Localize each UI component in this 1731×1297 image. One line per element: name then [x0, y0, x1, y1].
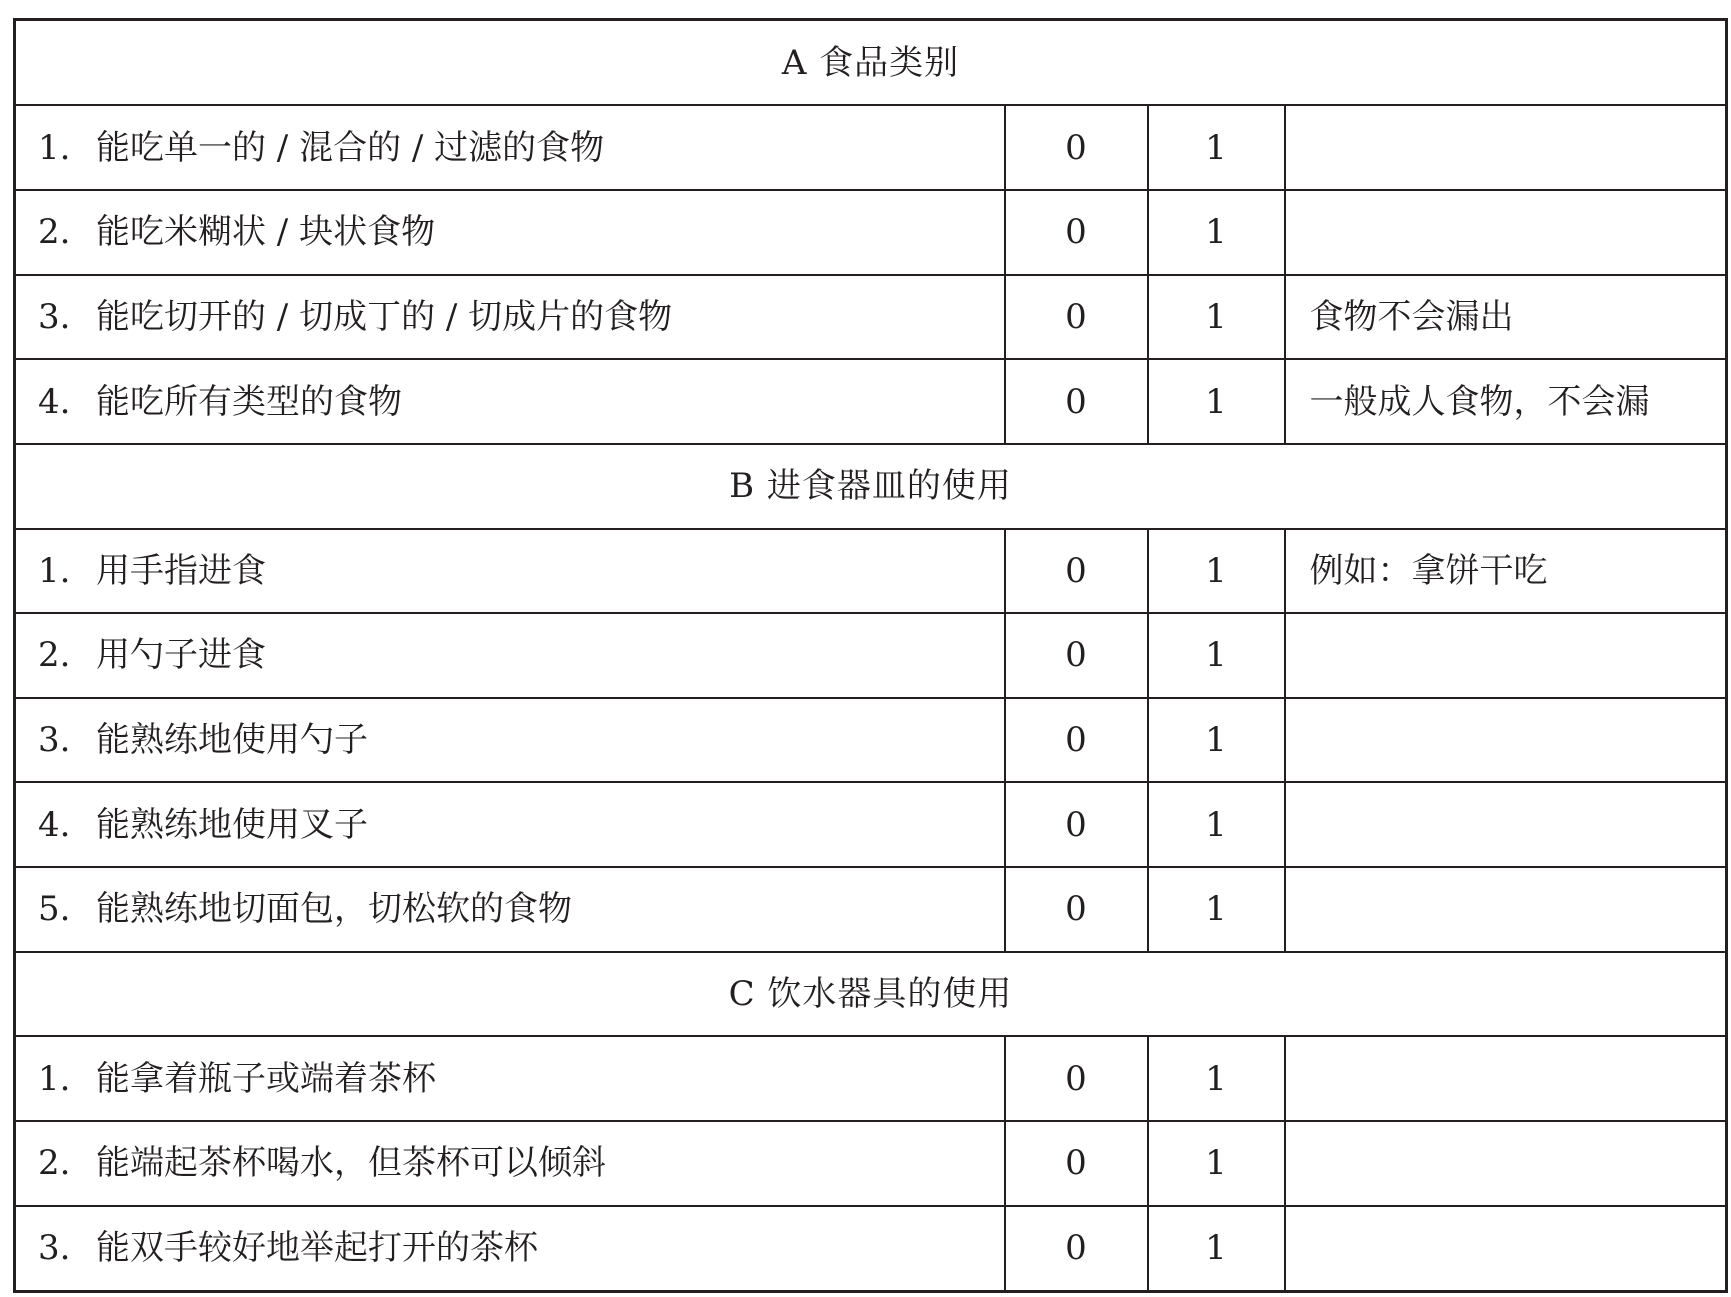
item-description	[15, 105, 1005, 190]
table-row	[15, 1036, 1727, 1121]
section-header-row	[15, 20, 1727, 106]
score-zero: 0	[1005, 698, 1148, 783]
item-text: 能熟练地切面包，切松软的食物	[96, 889, 572, 930]
item-description	[15, 1121, 1005, 1206]
item-text: 能双手较好地举起打开的茶杯	[96, 1228, 538, 1269]
section-heading: A 食品类别	[15, 20, 1727, 106]
item-description	[15, 613, 1005, 698]
table-row	[15, 275, 1727, 360]
item-description	[15, 529, 1005, 614]
item-description	[15, 867, 1005, 952]
item-text: 能吃所有类型的食物	[96, 381, 402, 422]
score-one: 1	[1148, 698, 1285, 783]
item-note	[1285, 867, 1727, 952]
item-number: 4.	[38, 804, 71, 845]
score-one: 1	[1148, 782, 1285, 867]
item-description	[15, 782, 1005, 867]
item-number: 2.	[38, 635, 71, 676]
section-header-row	[15, 952, 1727, 1037]
item-number: 3.	[38, 296, 71, 337]
item-number: 1.	[38, 1058, 71, 1099]
item-description	[15, 1206, 1005, 1292]
item-text: 能拿着瓶子或端着茶杯	[96, 1058, 436, 1099]
table-row	[15, 1206, 1727, 1292]
item-note: 食物不会漏出	[1285, 275, 1727, 360]
score-zero: 0	[1005, 1206, 1148, 1292]
score-zero: 0	[1005, 105, 1148, 190]
item-note	[1285, 1036, 1727, 1121]
section-heading: C 饮水器具的使用	[15, 952, 1727, 1037]
score-zero: 0	[1005, 613, 1148, 698]
item-description	[15, 359, 1005, 444]
score-zero: 0	[1005, 359, 1148, 444]
item-text: 用勺子进食	[96, 635, 266, 676]
item-note	[1285, 613, 1727, 698]
item-text: 能端起茶杯喝水，但茶杯可以倾斜	[96, 1143, 606, 1184]
score-zero: 0	[1005, 190, 1148, 275]
item-note	[1285, 190, 1727, 275]
item-number: 2.	[38, 212, 71, 253]
table-row	[15, 782, 1727, 867]
score-one: 1	[1148, 1036, 1285, 1121]
score-zero: 0	[1005, 867, 1148, 952]
score-one: 1	[1148, 1206, 1285, 1292]
item-number: 4.	[38, 381, 71, 422]
item-number: 1.	[38, 127, 71, 168]
item-text: 能吃米糊状 / 块状食物	[96, 212, 436, 253]
score-one: 1	[1148, 613, 1285, 698]
score-one: 1	[1148, 275, 1285, 360]
table-row	[15, 105, 1727, 190]
table-row	[15, 613, 1727, 698]
item-description	[15, 190, 1005, 275]
score-zero: 0	[1005, 275, 1148, 360]
item-note	[1285, 1206, 1727, 1292]
score-one: 1	[1148, 105, 1285, 190]
score-one: 1	[1148, 190, 1285, 275]
item-note	[1285, 782, 1727, 867]
table-row	[15, 529, 1727, 614]
score-zero: 0	[1005, 1036, 1148, 1121]
item-note: 一般成人食物，不会漏	[1285, 359, 1727, 444]
item-note	[1285, 105, 1727, 190]
item-text: 用手指进食	[96, 550, 266, 591]
table-row	[15, 867, 1727, 952]
item-number: 3.	[38, 1228, 71, 1269]
table-row	[15, 1121, 1727, 1206]
score-one: 1	[1148, 529, 1285, 614]
score-zero: 0	[1005, 529, 1148, 614]
item-number: 2.	[38, 1143, 71, 1184]
item-note	[1285, 698, 1727, 783]
item-number: 5.	[38, 889, 71, 930]
item-text: 能吃单一的 / 混合的 / 过滤的食物	[96, 127, 605, 168]
item-description	[15, 275, 1005, 360]
item-description	[15, 1036, 1005, 1121]
score-one: 1	[1148, 359, 1285, 444]
score-one: 1	[1148, 1121, 1285, 1206]
table-row	[15, 698, 1727, 783]
item-number: 3.	[38, 720, 71, 761]
score-zero: 0	[1005, 782, 1148, 867]
table-row	[15, 359, 1727, 444]
item-text: 能熟练地使用叉子	[96, 804, 368, 845]
item-description	[15, 698, 1005, 783]
item-note	[1285, 1121, 1727, 1206]
score-zero: 0	[1005, 1121, 1148, 1206]
section-heading: B 进食器皿的使用	[15, 444, 1727, 529]
assessment-table	[13, 18, 1728, 1293]
item-text: 能熟练地使用勺子	[96, 720, 368, 761]
score-one: 1	[1148, 867, 1285, 952]
table-row	[15, 190, 1727, 275]
item-number: 1.	[38, 550, 71, 591]
item-text: 能吃切开的 / 切成丁的 / 切成片的食物	[96, 296, 673, 337]
item-note: 例如：拿饼干吃	[1285, 529, 1727, 614]
section-header-row	[15, 444, 1727, 529]
